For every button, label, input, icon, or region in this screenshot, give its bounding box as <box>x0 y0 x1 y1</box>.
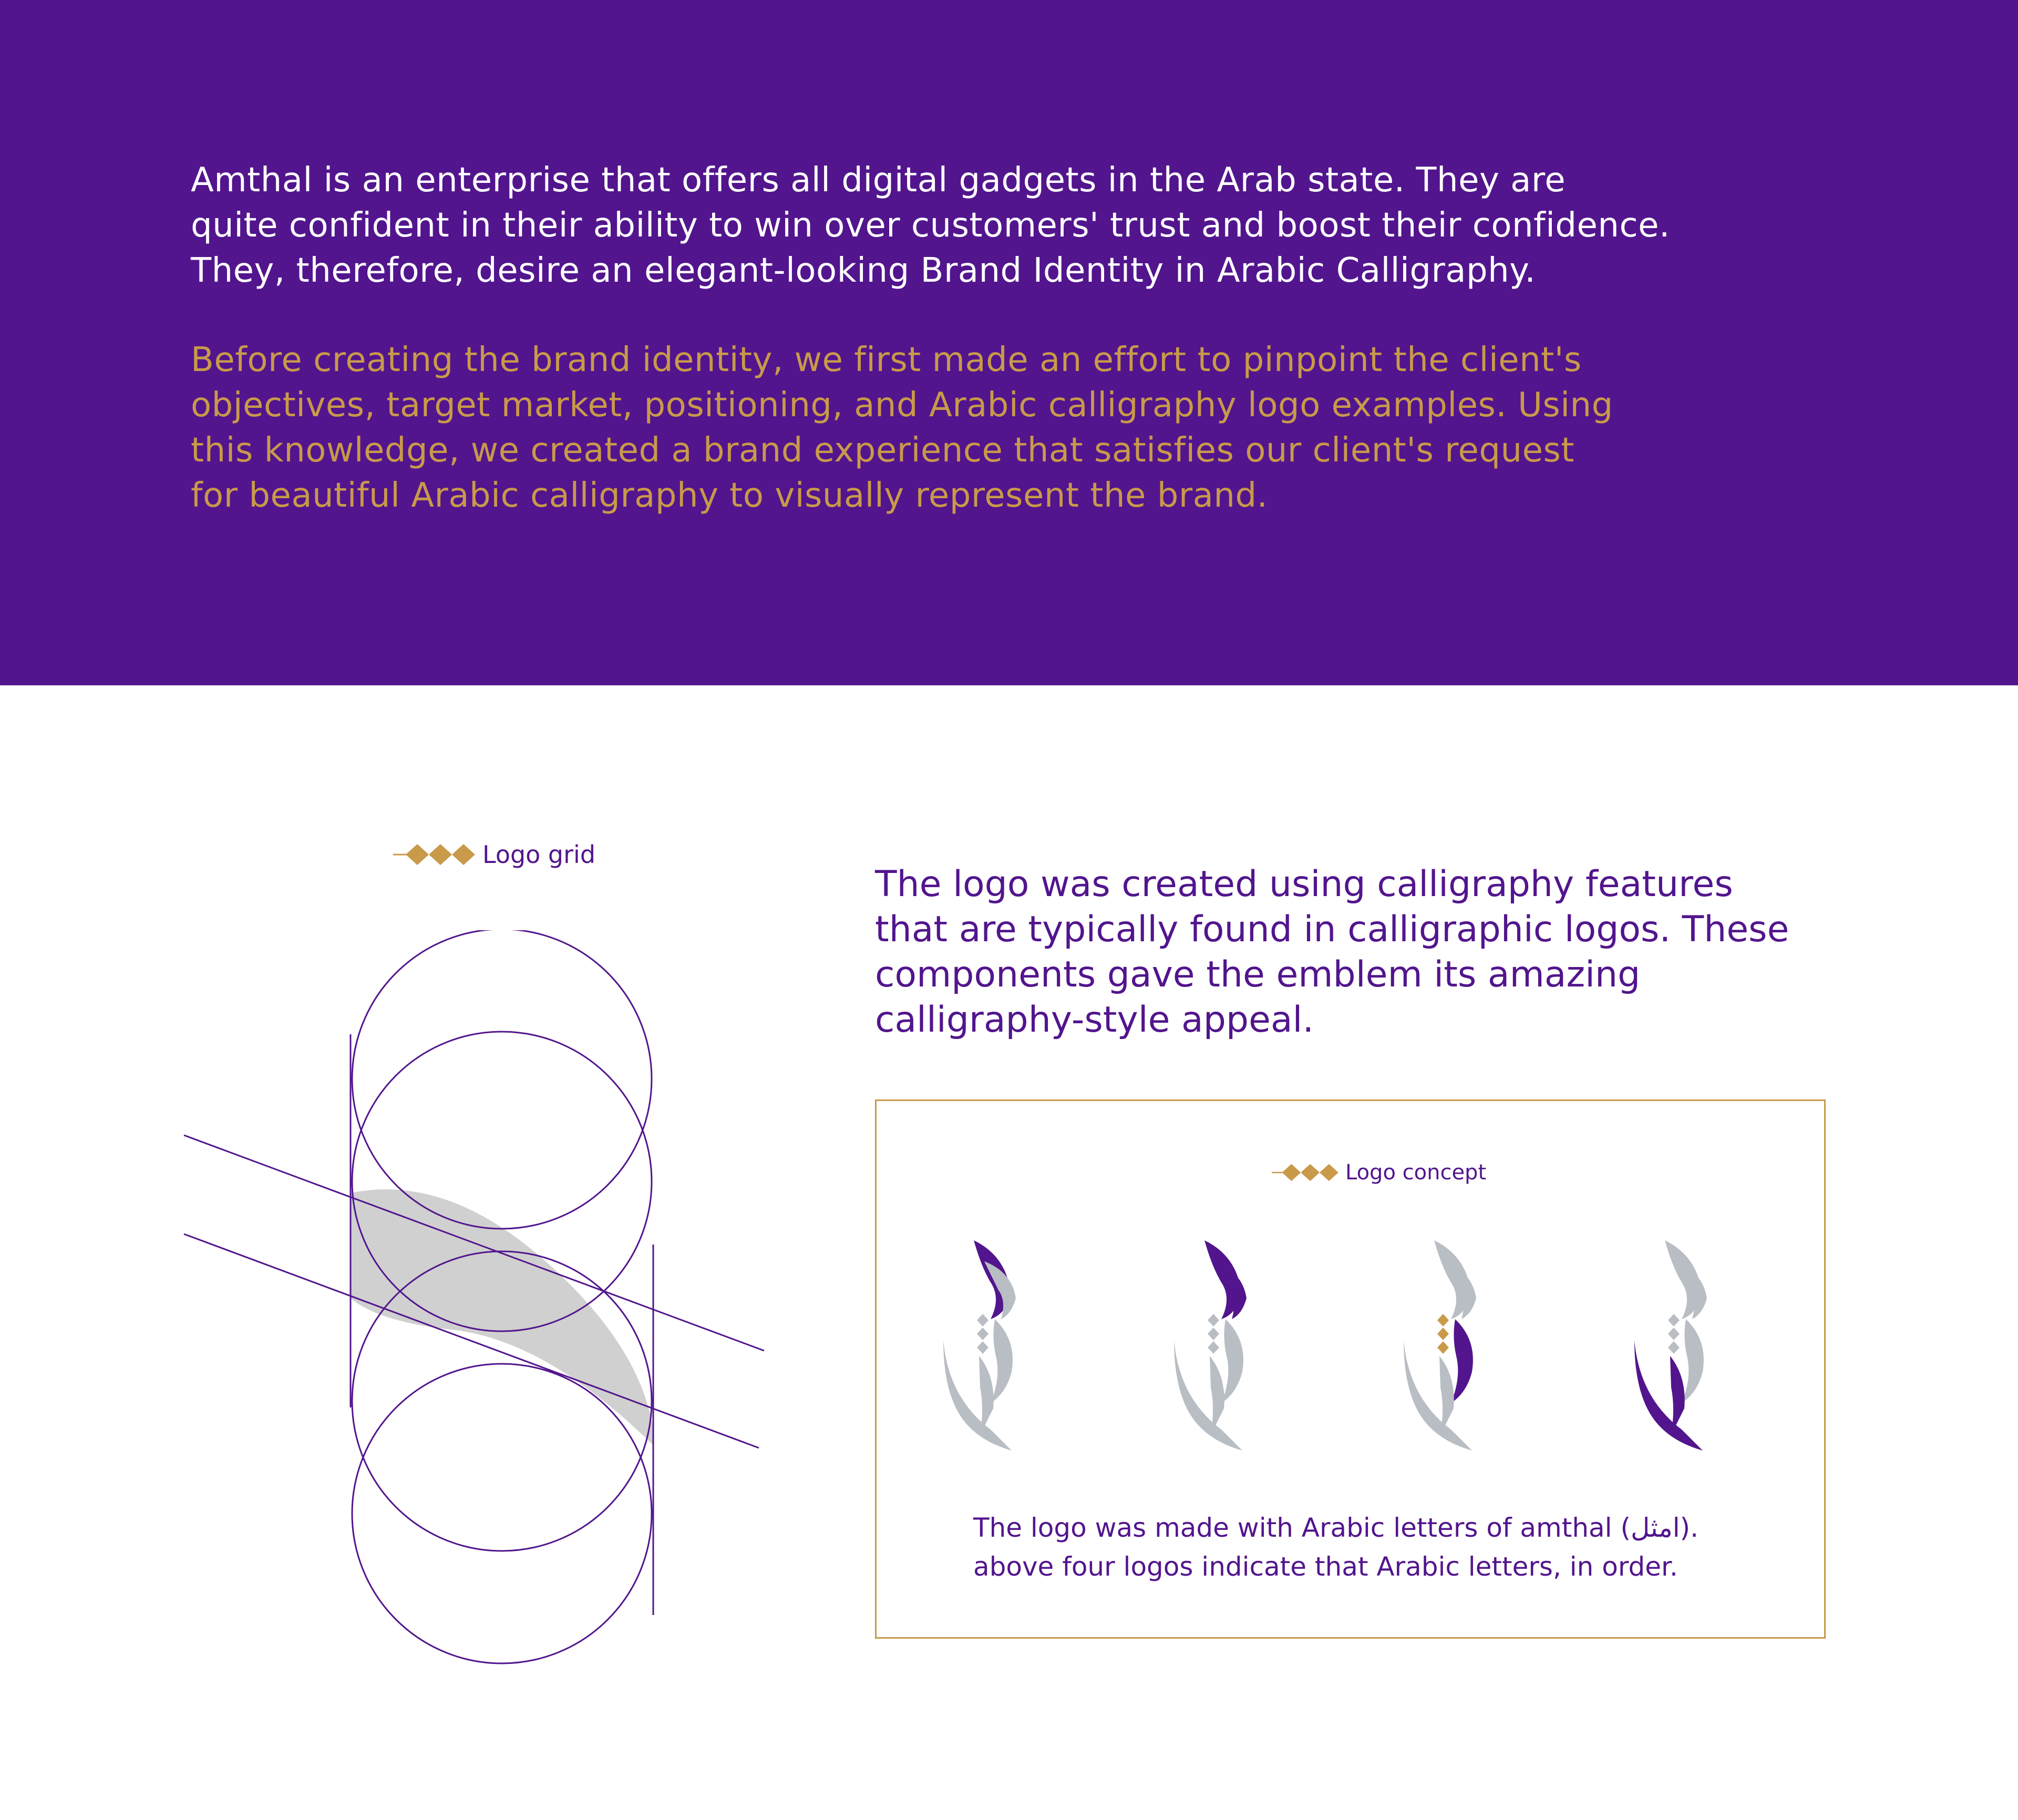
amthal-logo-meem-highlight-icon <box>1174 1240 1248 1451</box>
logo-grid-label <box>393 839 595 870</box>
logo-concept-label <box>1272 1159 1486 1186</box>
intro-line: quite confident in their ability to win over customers' trust and boost their confidence. <box>191 206 1670 245</box>
process-line: Before creating the brand identity, we first made an effort to pinpoint the client's <box>191 341 1582 379</box>
logo-concept-note <box>973 1508 1814 1586</box>
grid-circle <box>352 1364 652 1663</box>
process-paragraph <box>191 337 1872 518</box>
amthal-logo-tha-highlight-icon <box>1404 1240 1477 1451</box>
logo-concept-title: Logo concept <box>1345 1160 1487 1185</box>
logo-description <box>875 862 1926 1043</box>
process-line: this knowledge, we created a brand experience that satisfies our client's request <box>191 431 1574 470</box>
logo-description-line: calligraphy-style appeal. <box>875 999 1314 1041</box>
process-line: for beautiful Arabic calligraphy to visually represent the brand. <box>191 476 1268 515</box>
three-diamonds-icon <box>393 839 477 870</box>
process-line: objectives, target market, positioning, and Arabic calligraphy logo examples. Using <box>191 386 1613 425</box>
logo-concept-note-line: The logo was made with Arabic letters of amthal (امثل). <box>973 1513 1699 1543</box>
logo-concept-note-line: above four logos indicate that Arabic letters, in order. <box>973 1551 1678 1582</box>
three-diamonds-icon <box>1272 1159 1340 1186</box>
logo-description-line: components gave the emblem its amazing <box>875 954 1641 995</box>
logo-grid-figure <box>179 930 778 1671</box>
grid-circle <box>352 930 652 1229</box>
amthal-logo-alif-highlight-icon <box>943 1240 1017 1451</box>
logo-grid-title: Logo grid <box>482 840 596 869</box>
intro-line: Amthal is an enterprise that offers all digital gadgets in the Arab state. They are <box>191 161 1566 200</box>
intro-line: They, therefore, desire an elegant-looking Brand Identity in Arabic Calligraphy. <box>191 251 1536 290</box>
logo-description-line: that are typically found in calligraphic logos. These <box>875 909 1789 950</box>
intro-paragraph <box>191 158 1872 293</box>
amthal-logo-lam-highlight-icon <box>1634 1240 1708 1451</box>
logo-description-line: The logo was created using calligraphy features <box>875 863 1733 905</box>
